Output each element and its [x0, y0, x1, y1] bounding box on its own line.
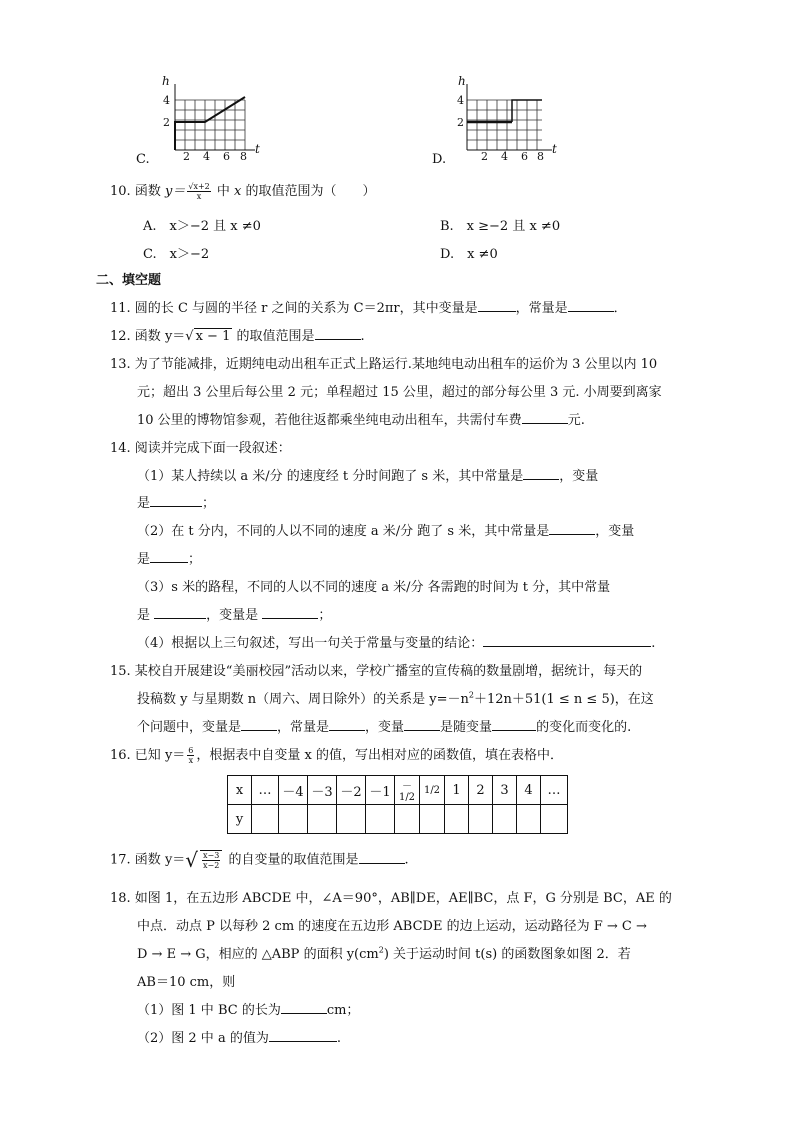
q11-blank-2 — [568, 299, 614, 312]
q14-part-1-cont — [137, 492, 215, 511]
q10-var: x — [234, 184, 242, 199]
q10-post: 的取值范围为（ ） — [245, 184, 376, 199]
q14-p1-blank-1 — [523, 467, 559, 480]
table-cell: 1/2 — [420, 776, 445, 805]
graph-d-xtick-8: 8 — [537, 150, 544, 163]
table-cell-empty[interactable] — [366, 805, 395, 834]
q18-part-2 — [137, 1027, 341, 1046]
q17-end: . — [404, 852, 409, 868]
section-heading-fill-in: 二、填空题 — [96, 273, 162, 288]
q15-line-2b: ＋12n＋51(1 ≤ n ≤ 5)，在这 — [473, 692, 654, 707]
q12-pre: 12. 函数 y＝ — [110, 329, 186, 344]
graph-c-svg — [130, 72, 270, 167]
q12-post: 的取值范围是 — [236, 329, 315, 344]
graph-c-ytick-2: 2 — [163, 116, 170, 129]
q10-fraction — [187, 182, 210, 201]
q14-p4-blank — [483, 634, 651, 647]
table-cell-empty[interactable] — [493, 805, 517, 834]
table-cell-empty[interactable] — [541, 805, 568, 834]
q14-heading: 14. 阅读并完成下面一段叙述： — [110, 441, 291, 456]
q14-p2-end: ； — [188, 552, 202, 567]
table-cell-empty[interactable] — [469, 805, 493, 834]
q15-blank-4 — [492, 718, 536, 731]
q14-p3-cont: 是 — [137, 608, 151, 623]
table-cell-empty[interactable] — [279, 805, 308, 834]
q18-line-1: 18. 如图 1，在五边形 ABCDE 中，∠A＝90°，AB∥DE，AE∥BC，点 F，G 分别是 BC，AE 的 — [110, 891, 672, 906]
q17-num: x−3 — [203, 851, 220, 860]
q16-fraction — [187, 746, 194, 765]
q11-text: 11. 圆的长 C 与圆的半径 r 之间的关系为 C＝2πr，其中变量是 — [110, 301, 478, 316]
table-cell: －4 — [279, 776, 308, 805]
q17-den: x−2 — [203, 861, 220, 870]
q18-line-3 — [137, 943, 631, 962]
q14-p4-text: （4）根据以上三句叙述，写出一句关于常量与变量的结论： — [137, 636, 484, 651]
q10-fraction-num: √x+2 — [188, 182, 210, 191]
q11-end: ． — [613, 301, 627, 316]
q14-p2-text: （2）在 t 分内，不同的人以不同的速度 a 米/分 跑了 s 米，其中常量是 — [137, 524, 550, 539]
question-17: 17. 函数 y＝√ $\frac{x-3}{x-2}$ 的自变量的取值范围是 . — [110, 848, 409, 872]
table-cell-empty[interactable] — [395, 805, 420, 834]
q14-p2-cont: 是 — [137, 552, 151, 567]
q18-p1-text: （1）图 1 中 BC 的长为 — [137, 1003, 281, 1018]
graph-c-xlabel: t — [255, 142, 260, 156]
q15-l3a: 个问题中，变量是 — [137, 720, 242, 735]
q14-p2-blank-1 — [549, 522, 595, 535]
table-cell: 4 — [517, 776, 541, 805]
q14-p1-text: （1）某人持续以 a 米/分 的速度经 t 分时间跑了 s 米，其中常量是 — [137, 469, 524, 484]
q15-line-2 — [137, 688, 654, 707]
q14-p3-blank-2 — [262, 606, 318, 619]
q14-p3-end: ； — [318, 608, 332, 623]
q18-p1-blank — [281, 1001, 327, 1014]
q14-part-2-cont — [137, 548, 201, 567]
q11-blank-1 — [478, 299, 516, 312]
q15-l3b: ，常量是 — [277, 720, 330, 735]
q18-l3a: D → E → G，相应的 △ABP 的面积 y(cm — [137, 947, 379, 962]
graph-d-xtick-2: 2 — [481, 150, 488, 163]
q14-p1-blank-2 — [150, 494, 202, 507]
q13-line-3-end: 元. — [567, 413, 585, 428]
q14-p2-blank-2 — [150, 550, 188, 563]
q14-part-4 — [137, 632, 655, 651]
table-cell-empty[interactable] — [308, 805, 337, 834]
q13-line-2: 元；超出 3 公里后每公里 2 元；单程超过 15 公里，超过的部分每公里 3 元. 小周要到离家 — [137, 385, 662, 400]
q14-part-3: （3）s 米的路程，不同的人以不同的速度 a 米/分 各需跑的时间为 t 分，其中常量 — [137, 580, 611, 595]
q15-line-3 — [137, 716, 631, 735]
graph-d-ylabel: h — [458, 74, 466, 88]
q13-blank — [522, 411, 568, 424]
q14-p1-mid: ，变量 — [559, 469, 599, 484]
graph-c — [130, 72, 270, 167]
q15-line-1: 15. 某校自开展建设“美丽校园”活动以来，学校广播室的宣传稿的数量剧增，据统计，每天的 — [110, 664, 643, 679]
graph-c-ylabel: h — [162, 74, 170, 88]
graph-d-ytick-4: 4 — [457, 94, 464, 107]
q17-radicand — [200, 850, 222, 870]
q15-l3d: 是随变量 — [440, 720, 493, 735]
table-cell: －1 — [366, 776, 395, 805]
graph-d-xtick-6: 6 — [521, 150, 528, 163]
q14-part-2 — [137, 520, 634, 539]
q18-p2-blank — [269, 1029, 337, 1042]
table-cell: 1 — [445, 776, 469, 805]
q16-pre: 16. 已知 y＝ — [110, 748, 186, 763]
table-cell: －1/2 — [395, 776, 420, 805]
graph-d-label: D. — [432, 152, 447, 167]
table-cell-empty[interactable] — [252, 805, 279, 834]
q10-option-d: D. x ≠0 — [440, 247, 498, 262]
q18-l3b: ) 关于运动时间 t(s) 的函数图象如图 2．若 — [383, 947, 631, 962]
question-12: 12. 函数 y＝√ x − 1 的取值范围是 . — [110, 329, 365, 344]
q10-pre: 函数 — [134, 184, 161, 199]
graph-d — [427, 72, 567, 167]
graph-c-xtick-4: 4 — [203, 150, 210, 163]
q16-table-row-y — [228, 805, 568, 834]
q15-l3c: ，变量 — [365, 720, 405, 735]
graph-d-svg — [427, 72, 567, 167]
table-cell: … — [252, 776, 279, 805]
q17-post: 的自变量的取值范围是 — [228, 852, 359, 868]
q10-fraction-den: x — [196, 192, 202, 201]
q14-p3-blank-1 — [154, 606, 206, 619]
q16-table-row-x — [228, 776, 568, 805]
q14-p2-mid: ，变量 — [595, 524, 635, 539]
question-10 — [110, 180, 376, 201]
q10-option-c: C. x＞−2 — [143, 247, 210, 262]
q16-value-table — [227, 775, 568, 834]
q12-end: . — [360, 329, 365, 344]
table-cell: －3 — [308, 776, 337, 805]
graph-d-xtick-4: 4 — [501, 150, 508, 163]
q14-p1-cont: 是 — [137, 496, 151, 511]
q16-post: ，根据表中自变量 x 的值，写出相对应的函数值，填在表格中． — [196, 748, 563, 763]
q10-option-a: A. x＞−2 且 x ≠0 — [143, 219, 261, 234]
graph-c-ytick-4: 4 — [163, 94, 170, 107]
q15-blank-2 — [329, 718, 365, 731]
q14-p1-end: ； — [202, 496, 216, 511]
q15-blank-3 — [404, 718, 440, 731]
q15-l3e: 的变化而变化的. — [536, 720, 632, 735]
table-cell: －2 — [337, 776, 366, 805]
graph-d-ytick-2: 2 — [457, 116, 464, 129]
table-cell: 3 — [493, 776, 517, 805]
q10-number: 10. — [110, 184, 131, 199]
q16-fraction-den: x — [188, 756, 194, 765]
q18-p2-end: . — [336, 1031, 341, 1046]
q18-p1-end: cm； — [326, 1003, 360, 1018]
graph-c-xtick-2: 2 — [183, 150, 190, 163]
question-11 — [110, 297, 627, 316]
q12-radicand: x − 1 — [195, 329, 231, 344]
q18-part-1 — [137, 999, 359, 1018]
q17-blank — [359, 851, 405, 864]
graph-c-xtick-8: 8 — [240, 150, 247, 163]
q13-line-1: 13. 为了节能减排，近期纯电动出租车正式上路运行.某地纯电动出租车的运价为 3 公里以内 10 — [110, 357, 658, 372]
q11-mid: ，常量是 — [515, 301, 568, 316]
table-cell-empty[interactable] — [517, 805, 541, 834]
table-cell-empty[interactable] — [337, 805, 366, 834]
graph-d-xlabel: t — [552, 142, 557, 156]
q14-p3-mid: ，变量是 — [206, 608, 259, 623]
table-cell: x — [228, 776, 252, 805]
q15-blank-1 — [241, 718, 277, 731]
question-16 — [110, 744, 563, 765]
q13-line-3-text: 10 公里的博物馆参观，若他往返都乘坐纯电动出租车，共需付车费 — [137, 413, 522, 428]
graph-c-xtick-6: 6 — [223, 150, 230, 163]
table-cell: y — [228, 805, 252, 834]
table-cell-empty[interactable] — [445, 805, 469, 834]
table-cell-empty[interactable] — [420, 805, 445, 834]
q15-exponent: 2 — [468, 690, 474, 700]
q18-p2-text: （2）图 2 中 a 的值为 — [137, 1031, 269, 1046]
q13-line-3 — [137, 409, 585, 428]
graph-c-label: C. — [136, 152, 150, 167]
q12-blank — [315, 327, 361, 340]
q18-line-2: 中点．动点 P 以每秒 2 cm 的速度在五边形 ABCDE 的边上运动，运动路径为 F → C → — [137, 919, 647, 934]
q14-p4-end: . — [651, 636, 656, 651]
q18-exponent: 2 — [378, 945, 384, 955]
q10-fn-lhs: y＝ — [164, 184, 186, 199]
q14-part-1 — [137, 465, 598, 484]
q18-line-4: AB＝10 cm，则 — [137, 975, 236, 990]
table-cell: … — [541, 776, 568, 805]
q14-part-3-cont — [137, 604, 331, 623]
q15-line-2a: 投稿数 y 与星期数 n（周六、周日除外）的关系是 y=－n — [137, 692, 469, 707]
q10-mid: 中 — [216, 184, 230, 199]
q10-option-b: B. x ≥−2 且 x ≠0 — [440, 219, 561, 234]
q17-pre: 17. 函数 y＝ — [110, 852, 186, 868]
table-cell: 2 — [469, 776, 493, 805]
q16-fraction-num: 6 — [188, 746, 194, 755]
